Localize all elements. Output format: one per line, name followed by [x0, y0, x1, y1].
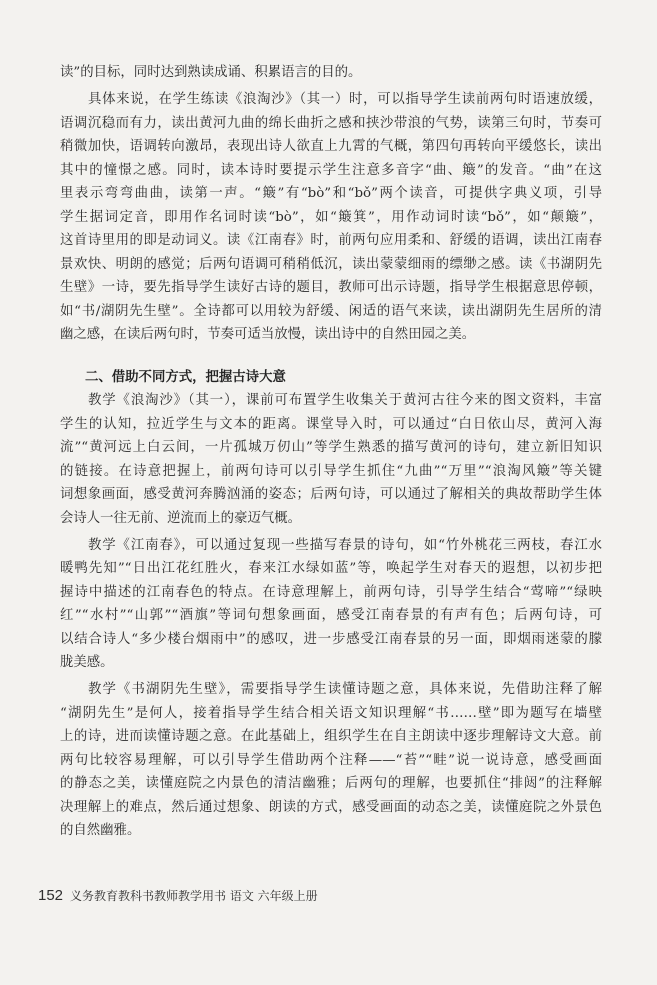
text-line: 学生的认知，拉近学生与文本的距离。课堂导入时，可以通过“白日依山尽，黄河入海: [60, 416, 602, 432]
text-line: 的自然幽雅。: [60, 823, 141, 838]
running-title: 义务教育教科书教师教学用书 语文 六年级上册: [70, 889, 318, 903]
body-text: [60, 61, 602, 843]
page-footer: [38, 884, 318, 906]
text-line: 稍微加快，语调转向激昂，表现出诗人欲直上九霄的气概，第四句再转向平缓悠长，读出: [60, 139, 602, 154]
text-line: 以结合诗人“多少楼台烟雨中”的感叹，进一步感受江南春景的另一面，即烟雨迷蒙的朦: [60, 631, 602, 647]
page-number: 152: [38, 887, 64, 904]
text-line: 读”的目标，同时达到熟读成诵、积累语言的目的。: [60, 65, 362, 80]
section-heading: 二、借助不同方式，把握古诗大意: [85, 369, 286, 385]
paragraph-continuation: [60, 61, 602, 85]
text-line: 其中的憧憬之感。同时，读本诗时要提示学生注意多音字“曲、簸”的发音。“曲”在这: [60, 162, 602, 178]
paragraph: [60, 678, 602, 843]
text-line: 学生据词定音，即用作名词时读“bò”，如“簸箕”，用作动词时读“bǒ”，如“颠簸”，: [60, 209, 602, 225]
text-line: 胧美感。: [60, 655, 114, 670]
text-line: 幽之感，在读后两句时，节奏可适当放慢，读出诗中的自然田园之美。: [60, 327, 476, 342]
text-line: 上的诗，进而读懂诗题之意。在此基础上，组织学生在自主朗读中逐步理解诗文大意。前: [60, 729, 602, 744]
text-line: 语调沉稳而有力，读出黄河九曲的绵长曲折之感和挟沙带浪的气势，读第三句时，节奏可: [60, 115, 602, 131]
text-line: 生壁》一诗，要先指导学生读好古诗的题目，教师可出示诗题，指导学生根据意思停顿，: [60, 280, 602, 295]
text-line: 具体来说，在学生练读《浪淘沙》（其一）时，可以指导学生读前两句时语速放缓，: [88, 92, 602, 107]
text-line: 决理解上的难点，然后通过想象、朗读的方式，感受画面的动态之美，读懂庭院之外景色: [60, 799, 602, 815]
text-line: 如“书/湖阴先生壁”。全诗都可以用较为舒缓、闲适的语气来读，读出湖阴先生居所的清: [60, 303, 602, 319]
paragraph: [60, 88, 602, 347]
text-line: 红”“水村”“山郭”“酒旗”等词句想象画面，感受江南春景的有声有色；后两句诗，可: [60, 608, 602, 623]
text-line: 流”“黄河远上白云间，一片孤城万仞山”等学生熟悉的描写黄河的诗句，建立新旧知识: [60, 440, 602, 455]
text-line: 两句比较容易理解，可以引导学生借助两个注释——“苔”“畦”说一说诗意，感受画面: [60, 752, 602, 768]
text-line: 这首诗里用的即是动词义。读《江南春》时，前两句应用柔和、舒缓的语调，读出江南春: [60, 233, 602, 248]
paragraph: [60, 534, 602, 675]
text-line: 景欢快、明朗的感觉；后两句语调可稍稍低沉，读出蒙蒙细雨的缥缈之感。读《书湖阴先: [60, 256, 602, 272]
text-line: “湖阴先生”是何人，接着指导学生结合相关语文知识理解“书……壁”即为题写在墙壁: [60, 705, 602, 721]
text-line: 会诗人一往无前、逆流而上的豪迈气概。: [60, 510, 302, 526]
text-line: 的静态之美，读懂庭院之内景色的清洁幽雅；后两句的理解，也要抓住“排闼”的注释解: [60, 776, 602, 791]
text-line: 的链接。在诗意把握上，前两句诗可以引导学生抓住“九曲”“万里”“浪淘风簸”等关键: [60, 463, 602, 479]
paragraph: [60, 389, 602, 530]
text-line: 暖鸭先知”“日出江花红胜火，春来江水绿如蓝”等，唤起学生对春天的遐想，以初步把: [60, 561, 602, 576]
text-line: 握诗中描述的江南春色的特点。在诗意理解上，前两句诗，引导学生结合“莺啼”“绿映: [60, 584, 602, 600]
text-line: 里表示弯弯曲曲，读第一声。“簸”有“bò”和“bǒ”两个读音，可提供字典义项，引导: [60, 186, 602, 201]
text-line: 教学《浪淘沙》（其一），课前可布置学生收集关于黄河古往今来的图文资料，丰富: [88, 393, 602, 408]
text-line: 词想象画面，感受黄河奔腾汹涌的姿态；后两句诗，可以通过了解相关的典故帮助学生体: [60, 487, 602, 502]
text-line: 教学《江南春》，可以通过复现一些描写春景的诗句，如“竹外桃花三两枝，春江水: [88, 537, 602, 553]
text-line: 教学《书湖阴先生壁》，需要指导学生读懂诗题之意，具体来说，先借助注释了解: [88, 682, 602, 697]
